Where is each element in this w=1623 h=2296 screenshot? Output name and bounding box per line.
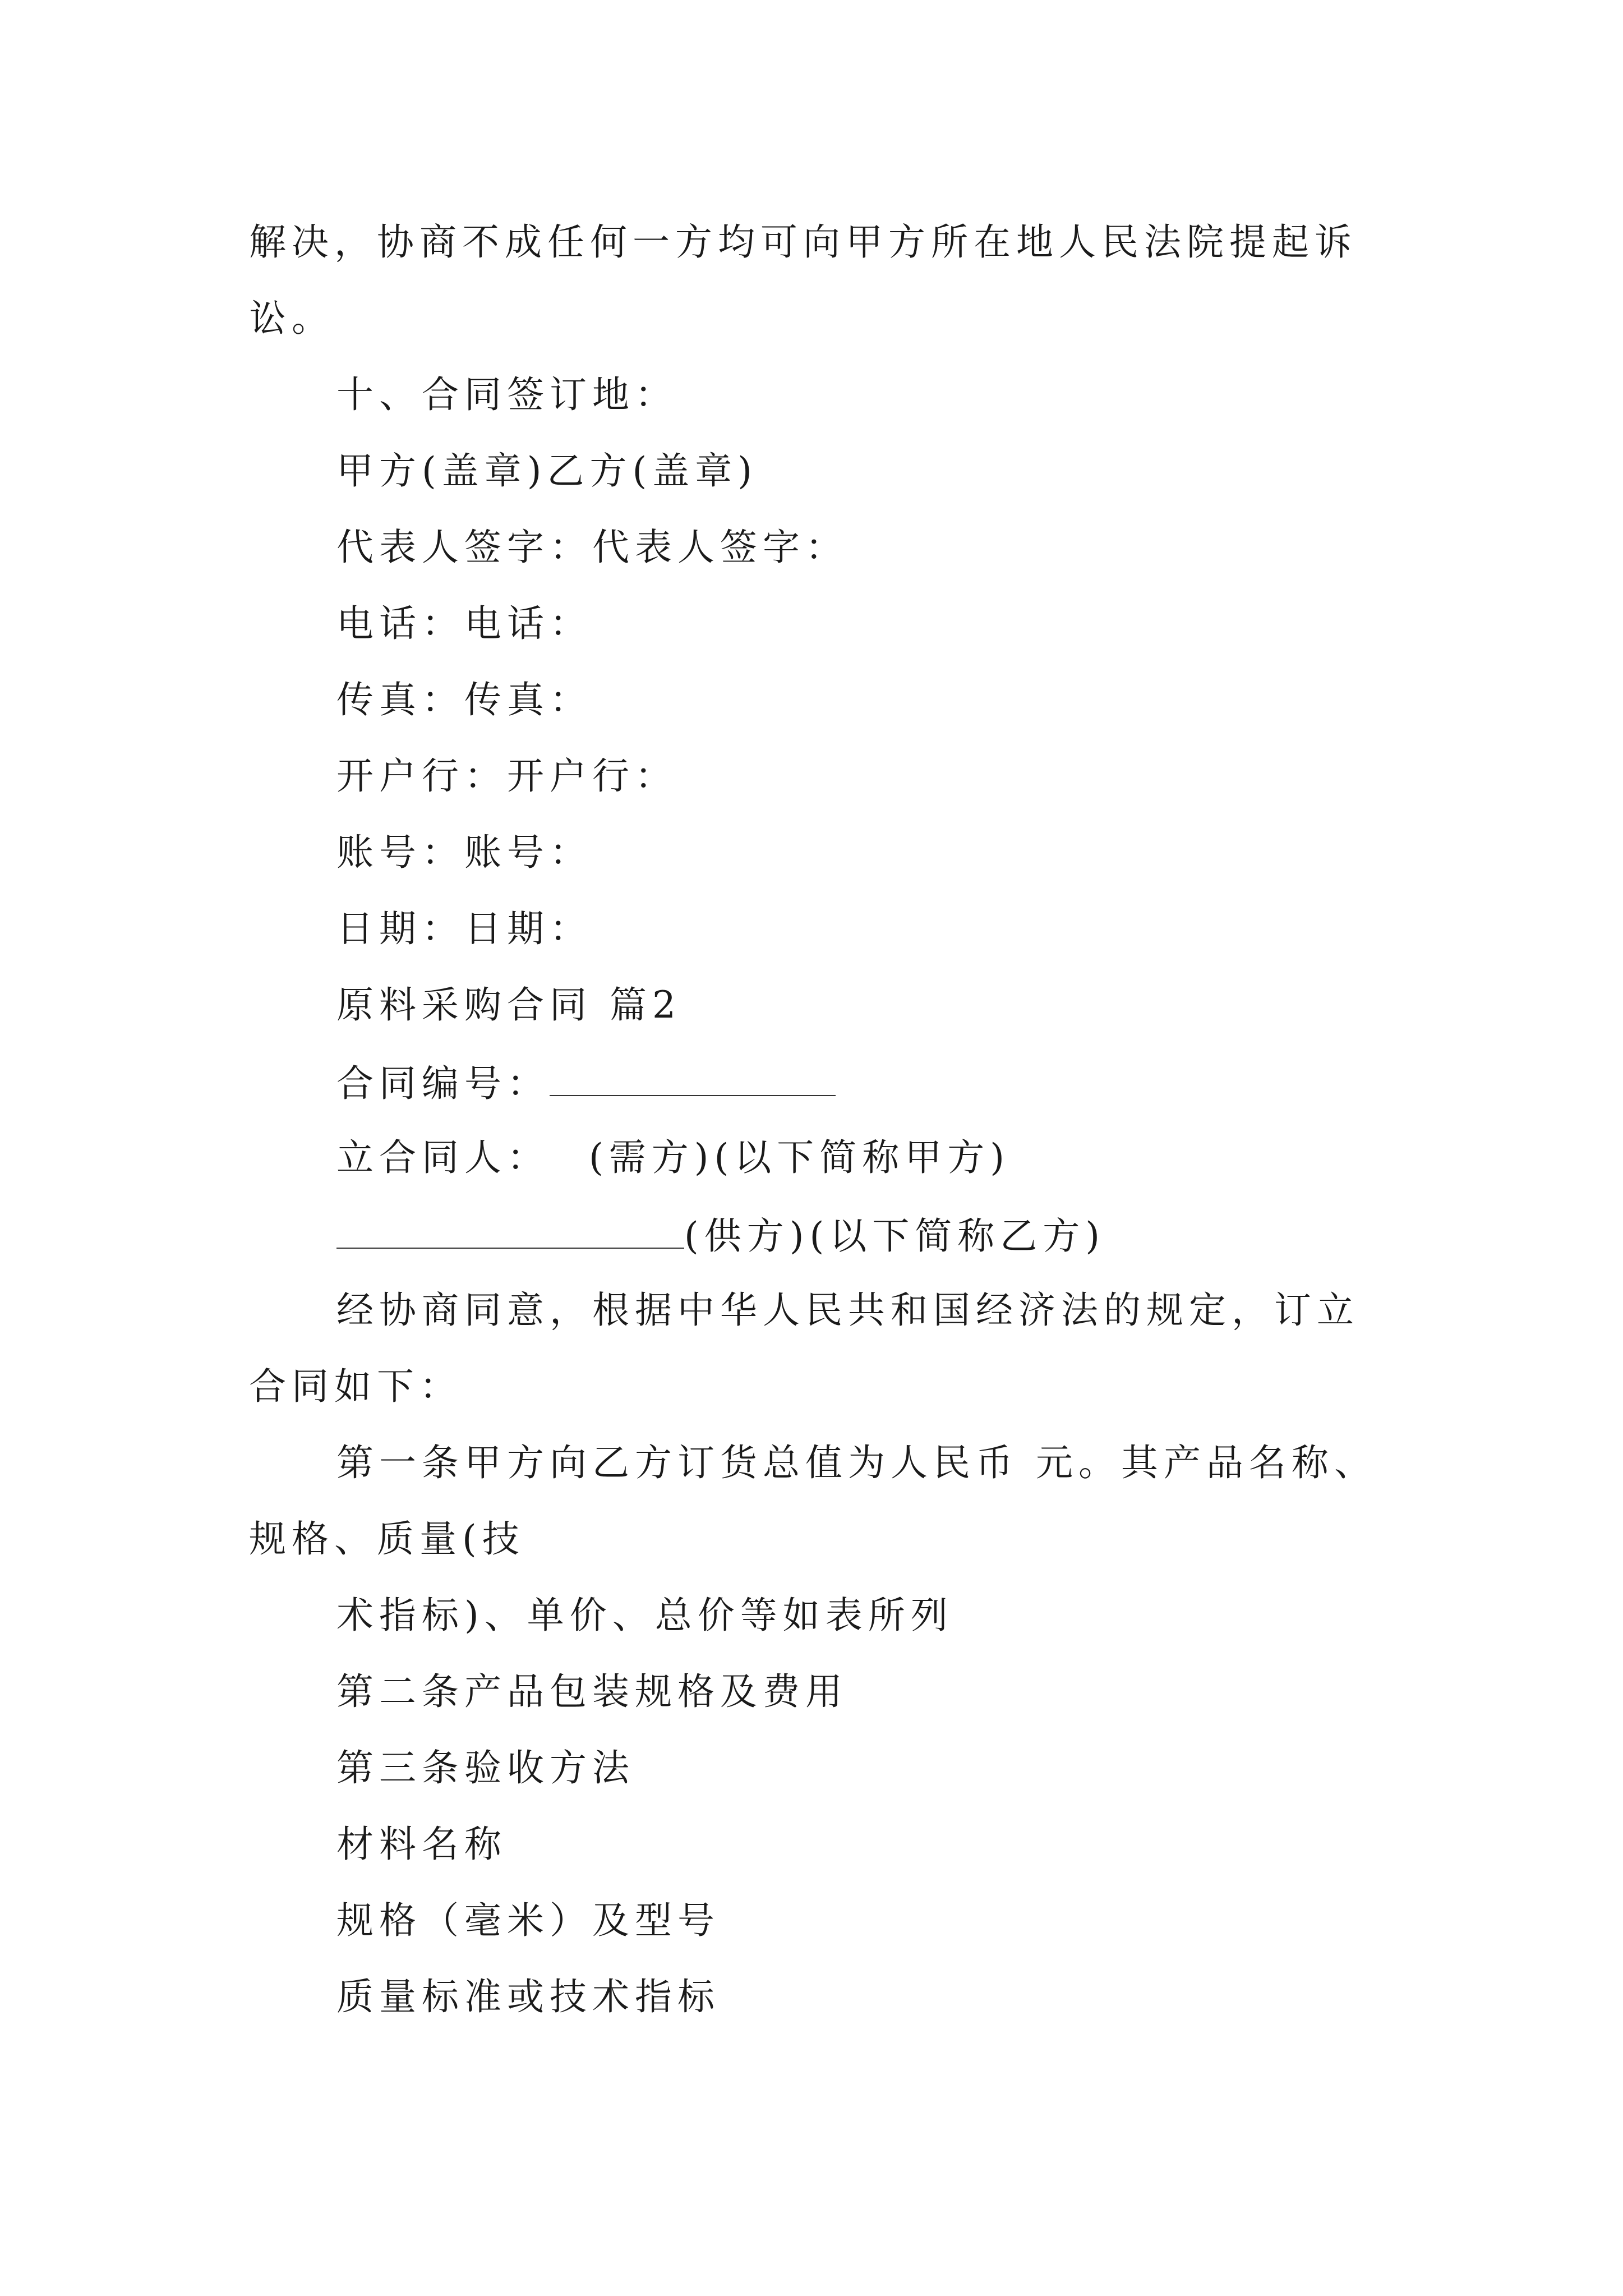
paragraph-line: 解决，协商不成任何一方均可向甲方所在地人民法院提起诉 xyxy=(249,220,1357,264)
signature-line: 开户行：开户行： xyxy=(336,754,677,798)
article-line: 第一条甲方向乙方订货总值为人民币 元。其产品名称、 xyxy=(336,1441,1377,1484)
seller-label: (供方)(以下简称乙方) xyxy=(684,1214,1105,1258)
signature-line: 甲方(盖章)乙方(盖章) xyxy=(336,449,758,493)
signature-line: 日期：日期： xyxy=(336,907,592,950)
signature-line: 电话：电话： xyxy=(336,602,592,645)
signature-line: 代表人签字：代表人签字： xyxy=(336,526,848,569)
article-line: 术指标)、单价、总价等如表所列 xyxy=(336,1594,953,1637)
party-label: 立合同人： xyxy=(336,1136,550,1179)
contract-number-line xyxy=(336,1059,836,1106)
article-line: 第三条验收方法 xyxy=(336,1746,635,1789)
table-field-label: 材料名称 xyxy=(336,1823,507,1866)
party-line xyxy=(336,1212,1105,1259)
section-heading: 十、合同签订地： xyxy=(336,373,677,416)
paragraph-line: 合同如下： xyxy=(249,1365,462,1408)
document-title: 原料采购合同 篇2 xyxy=(336,983,681,1027)
article-line: 第二条产品包装规格及费用 xyxy=(336,1670,848,1713)
signature-line: 账号：账号： xyxy=(336,831,592,874)
paragraph-line: 讼。 xyxy=(249,297,334,340)
table-field-label: 质量标准或技术指标 xyxy=(336,1975,720,2018)
signature-line: 传真：传真： xyxy=(336,678,592,721)
party-line xyxy=(336,1135,1010,1180)
table-field-label: 规格（毫米）及型号 xyxy=(336,1899,720,1942)
paragraph-line: 经协商同意，根据中华人民共和国经济法的规定，订立 xyxy=(336,1289,1359,1332)
contract-number-blank xyxy=(550,1059,836,1096)
seller-blank xyxy=(336,1212,684,1249)
buyer-label: (需方)(以下简称甲方) xyxy=(589,1136,1010,1179)
contract-number-label: 合同编号： xyxy=(336,1062,550,1105)
article-line: 规格、质量(技 xyxy=(249,1517,525,1561)
